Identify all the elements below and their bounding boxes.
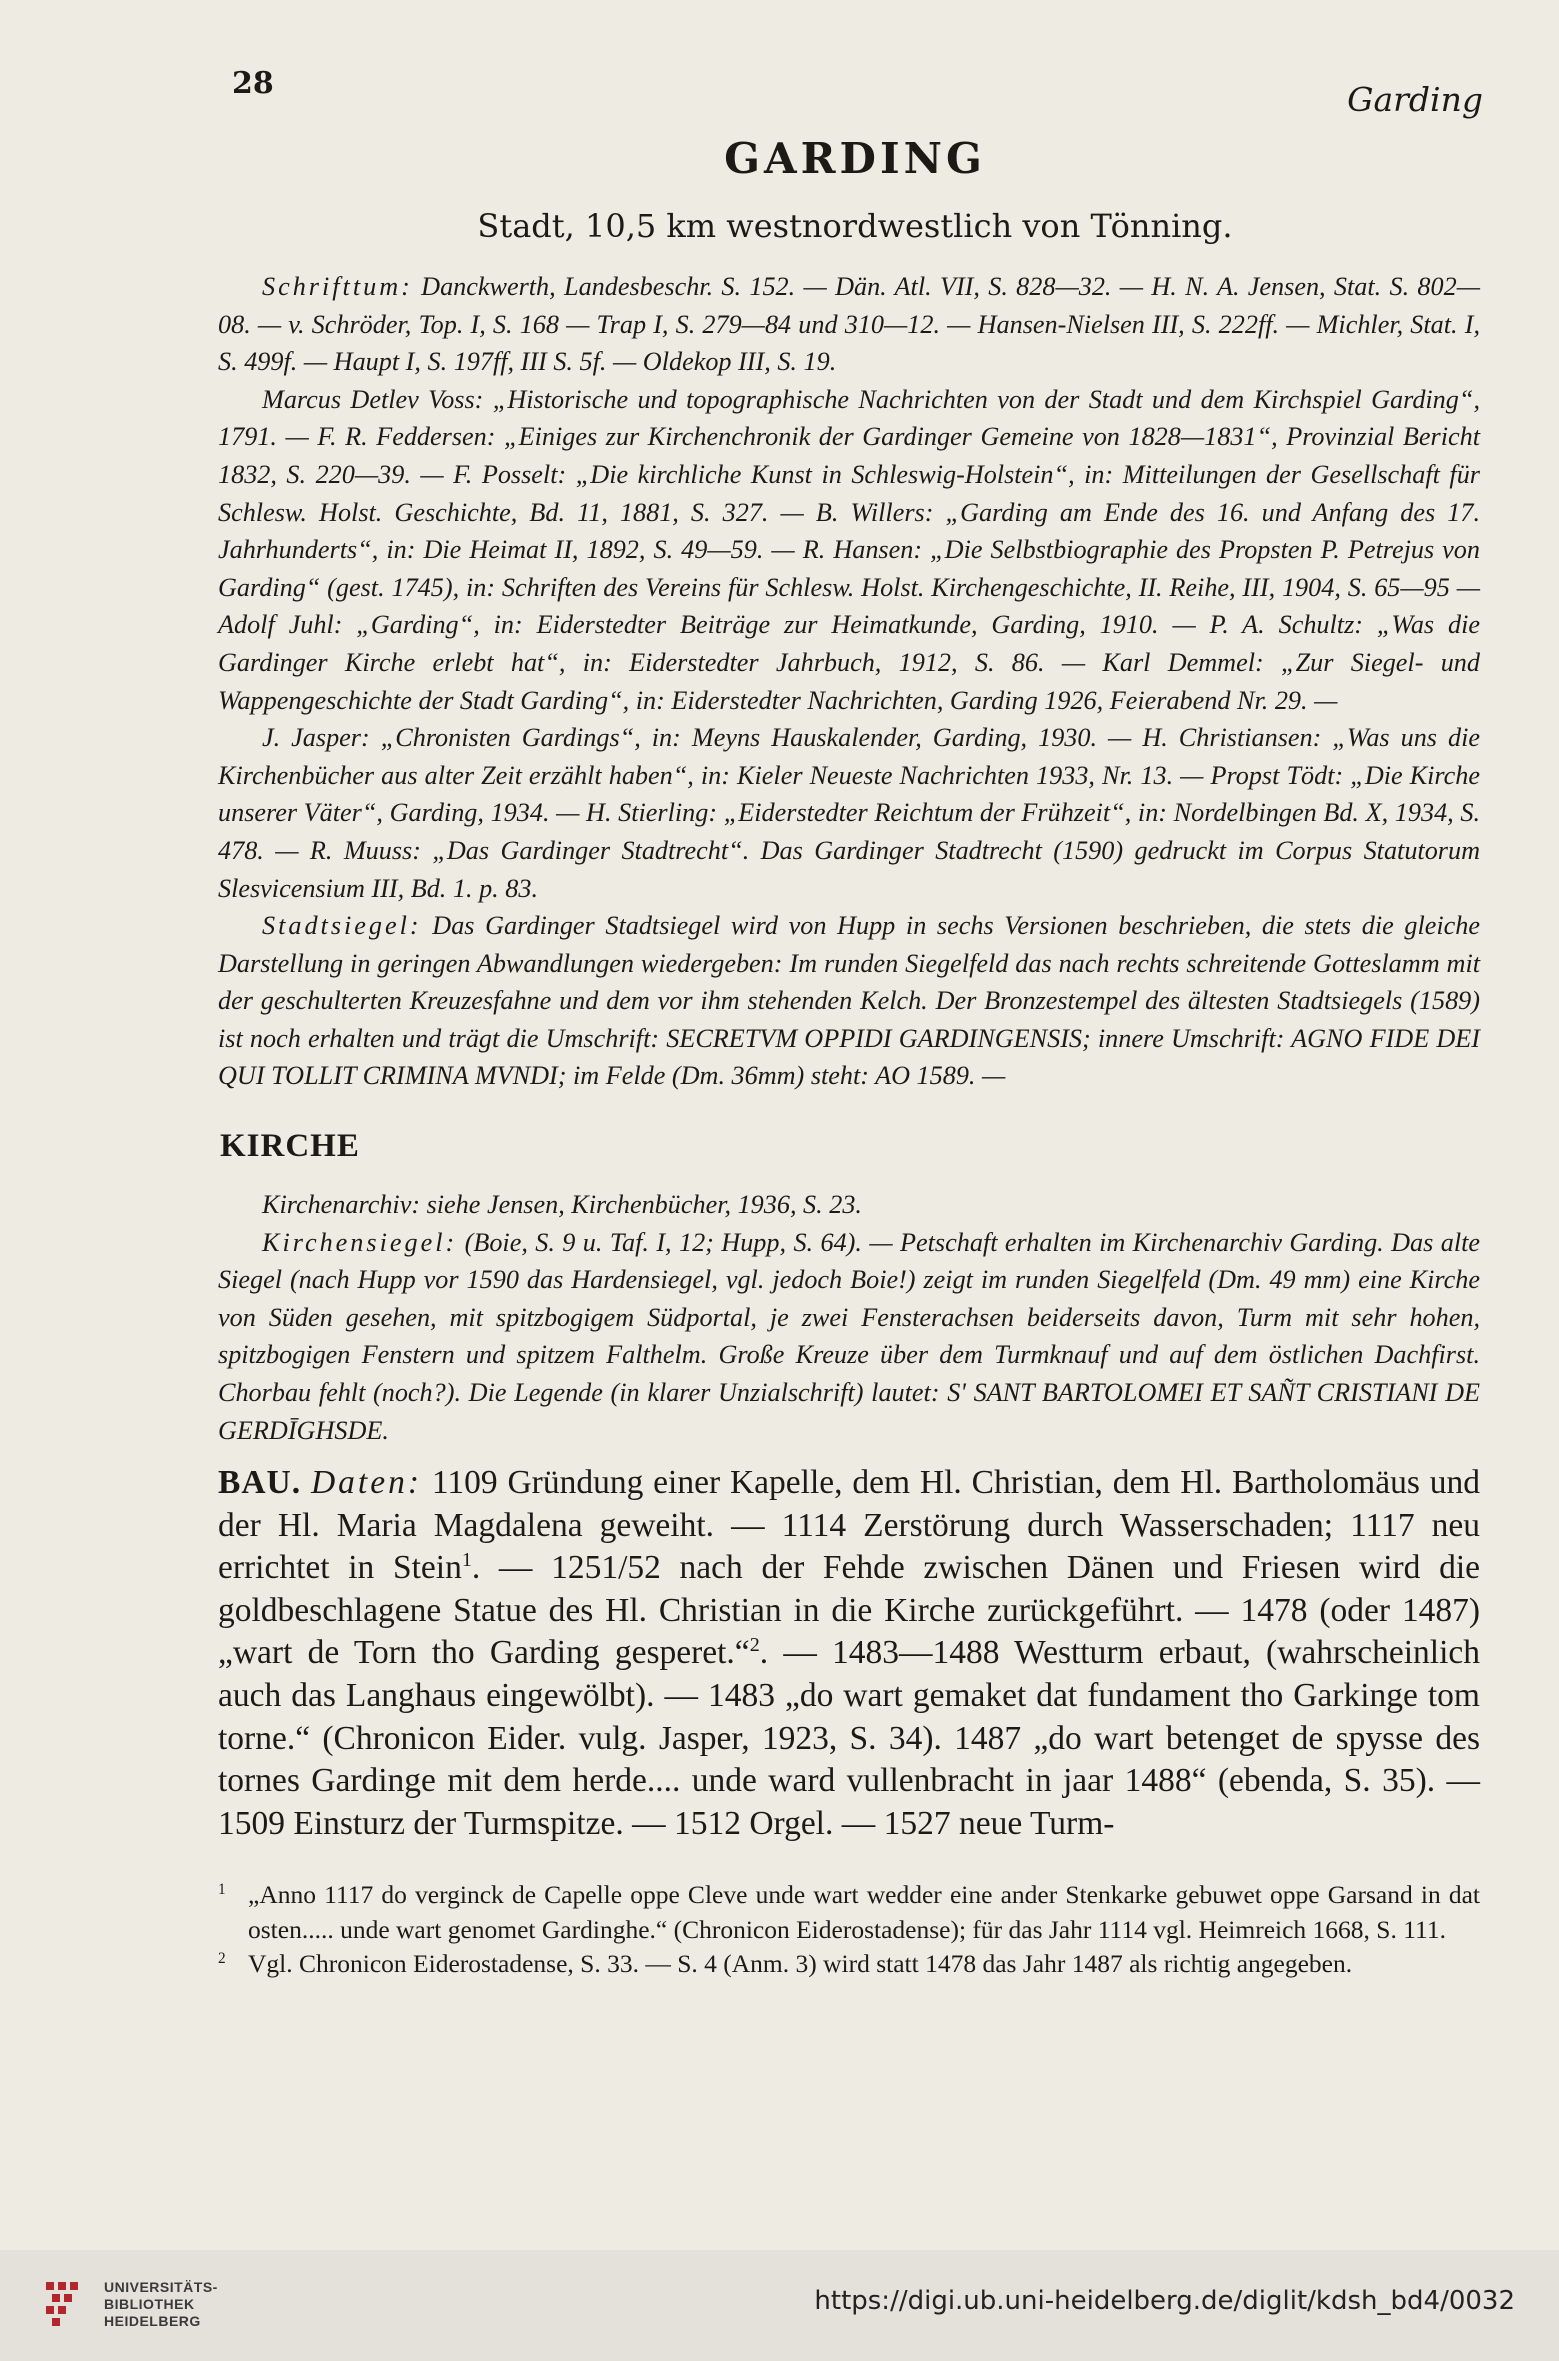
viewer-footer	[0, 2250, 1559, 2361]
bau-text-a: 1109 Gründung einer Kapelle, dem Hl. Christian, dem Hl. Bartholomäus und der Hl. Maria Magdalena geweiht. — 1114 Zerstörung durch Wasserschaden; 1117 neu errichtet in Stein	[218, 1464, 1480, 1587]
page-title: GARDING	[724, 134, 986, 183]
town-seal-paragraph	[218, 907, 1480, 1095]
church-archive: Kirchenarchiv: siehe Jensen, Kirchenbücher, 1936, S. 23.	[262, 1190, 862, 1219]
permalink-url[interactable]: https://digi.ub.uni-heidelberg.de/diglit/kdsh_bd4/0032	[814, 2286, 1515, 2316]
university-library-name	[104, 2279, 218, 2330]
footnote-text: „Anno 1117 do verginck de Capelle oppe Cleve unde wart wedder eine ander Stenkarke gebuwet oppe Garsand in dat osten..... unde wart genomet Gardinghe.“ (Chronicon Eiderostadense); für das Jahr 1114 vgl. Heimreich 1668, S. 111.	[248, 1880, 1480, 1944]
footnotes	[218, 1878, 1480, 1982]
literature-section	[218, 268, 1480, 1095]
bau-sublabel: Daten:	[310, 1464, 422, 1501]
footnote: $^1$ „Anno 1117 do verginck de Capelle oppe Cleve unde wart wedder eine ander Stenkarke gebuwet oppe Garsand in dat osten..... unde wart genomet Gardinghe.“ (Chronicon Eiderostadense); für das Jahr 1114 vgl. Heimreich 1668, S. 111.	[218, 1880, 1480, 1944]
bau-label: BAU.	[218, 1464, 302, 1501]
church-seal-paragraph	[218, 1224, 1480, 1450]
literature-label: Schrifttum:	[262, 272, 413, 301]
footnote-ref-1: 1	[461, 1549, 472, 1572]
bau-text-c: . — 1483—1488 Westturm erbaut, (wahrscheinlich auch das Langhaus eingewölbt). — 1483 „do wart gemaket dat fundament tho Garkinge tom torne.“ (Chronicon Eider. vulg. Jasper, 1923, S. 34). 1487 „do wart betenget de spysse des tornes Gardinge mit dem herde.... unde ward vullenbracht in jaar 1488“ (ebenda, S. 35). — 1509 Einsturz der Turmspitze. — 1512 Orgel. — 1527 neue Turm-	[218, 1634, 1480, 1842]
logo-line: HEIDELBERG	[104, 2313, 201, 2329]
footnote-ref-2: 2	[749, 1634, 760, 1657]
university-library-logo-icon	[44, 2280, 94, 2330]
town-seal-label: Stadtsiegel:	[262, 911, 422, 941]
literature-paragraph	[218, 268, 1480, 381]
page-number: 28	[232, 66, 274, 101]
church-section	[218, 1186, 1480, 1449]
logo-line: UNIVERSITÄTS-	[104, 2279, 218, 2295]
bau-paragraph	[218, 1462, 1480, 1845]
town-seal-text: Das Gardinger Stadtsiegel wird von Hupp in sechs Versionen beschrieben, die stets die gleiche Darstellung in geringen Abwandlungen wiedergeben: Im runden Siegelfeld das nach rechts schreitende Gotteslamm mit der geschulterten Kreuzesfahne und dem vor ihm stehenden Kelch. Der Bronzestempel des ältesten Stadtsiegels (1589) ist noch erhalten und trägt die Umschrift: SECRETVM OPPIDI GARDINGENSIS; innere Umschrift: AGNO FIDE DEI QUI TOLLIT CRIMINA MVNDI; im Felde (Dm. 36mm) steht: AO 1589. —	[218, 911, 1481, 1091]
literature-paragraph: Marcus Detlev Voss: „Historische und topographische Nachrichten von der Stadt und dem Kirchspiel Garding“, 1791. — F. R. Feddersen: „Einiges zur Kirchenchronik der Gardinger Gemeine von 1828—1831“, Provinzial Bericht 1832, S. 220—39. — F. Posselt: „Die kirchliche Kunst in Schleswig-Holstein“, in: Mitteilungen der Gesellschaft für Schlesw. Holst. Geschichte, Bd. 11, 1881, S. 327. — B. Willers: „Garding am Ende des 16. und Anfang des 17. Jahrhunderts“, in: Die Heimat II, 1892, S. 49—59. — R. Hansen: „Die Selbstbiographie des Propsten P. Petrejus von Garding“ (gest. 1745), in: Schriften des Vereins für Schlesw. Holst. Kirchengeschichte, II. Reihe, III, 1904, S. 65—95 — Adolf Juhl: „Garding“, in: Eiderstedter Beiträge zur Heimatkunde, Garding, 1910. — P. A. Schultz: „Was die Gardinger Kirche erlebt hat“, in: Eiderstedter Jahrbuch, 1912, S. 86. — Karl Demmel: „Zur Siegel- und Wappengeschichte der Stadt Garding“, in: Eiderstedter Nachrichten, Garding 1926, Feierabend Nr. 29. —	[218, 384, 1480, 715]
church-heading: KIRCHE	[220, 1128, 360, 1164]
page-subtitle: Stadt, 10,5 km westnordwestlich von Tönning.	[477, 207, 1233, 245]
footnote: $^2$ Vgl. Chronicon Eiderostadense, S. 33. — S. 4 (Anm. 3) wird statt 1478 das Jahr 1487 als richtig angegeben.	[218, 1949, 1353, 1978]
literature-text-1: Danckwerth, Landesbeschr. S. 152. — Dän. Atl. VII, S. 828—32. — H. N. A. Jensen, Stat. S. 802—08. — v. Schröder, Top. I, S. 168 — Trap I, S. 279—84 und 310—12. — Hansen-Nielsen III, S. 222ff. — Michler, Stat. I, S. 499f. — Haupt I, S. 197ff, III S. 5f. — Oldekop III, S. 19.	[218, 272, 1481, 377]
literature-paragraph: J. Jasper: „Chronisten Gardings“, in: Meyns Hauskalender, Garding, 1930. — H. Christiansen: „Was uns die Kirchenbücher aus alter Zeit erzählt haben“, in: Kieler Neueste Nachrichten 1933, Nr. 13. — Propst Tödt: „Die Kirche unserer Väter“, Garding, 1934. — H. Stierling: „Eiderstedter Reichtum der Frühzeit“, in: Nordelbingen Bd. X, 1934, S. 478. — R. Muuss: „Das Gardinger Stadtrecht“. Das Gardinger Stadtrecht (1590) gedruckt im Corpus Statutorum Slesvicensium III, Bd. 1. p. 83.	[218, 723, 1480, 903]
page-header	[232, 66, 1483, 119]
running-head: Garding	[1347, 80, 1483, 119]
bau-section	[218, 1462, 1480, 1845]
bau-text-b: . — 1251/52 nach der Fehde zwischen Dänen und Friesen wird die goldbeschlagene Statue des Hl. Christian in die Kirche zurückgeführt. — 1478 (oder 1487) „wart de Torn tho Garding gesperet.“	[218, 1549, 1481, 1672]
church-seal-text: (Boie, S. 9 u. Taf. I, 12; Hupp, S. 64). — Petschaft erhalten im Kirchenarchiv Garding. Das alte Siegel (nach Hupp vor 1590 das Hardensiegel, vgl. jedoch Boie!) zeigt im runden Siegelfeld (Dm. 49 mm) eine Kirche von Süden gesehen, mit spitzbogigem Südportal, je zwei Fensterachsen beiderseits davon, Turm mit sehr hohen, spitzbogigen Fenstern und spitzem Falthelm. Große Kreuze über dem Turmknauf und auf dem östlichen Dachfirst. Chorbau fehlt (noch?). Die Legende (in klarer Unzialschrift) lautet: S' SANT BARTOLOMEI ET SAÑT CRISTIANI DE GERDĪGHSDE.	[218, 1227, 1480, 1445]
footnote-text: Vgl. Chronicon Eiderostadense, S. 33. — S. 4 (Anm. 3) wird statt 1478 das Jahr 1487 als richtig angegeben.	[248, 1949, 1353, 1978]
church-seal-label: Kirchensiegel:	[262, 1227, 458, 1257]
logo-line: BIBLIOTHEK	[104, 2296, 195, 2312]
